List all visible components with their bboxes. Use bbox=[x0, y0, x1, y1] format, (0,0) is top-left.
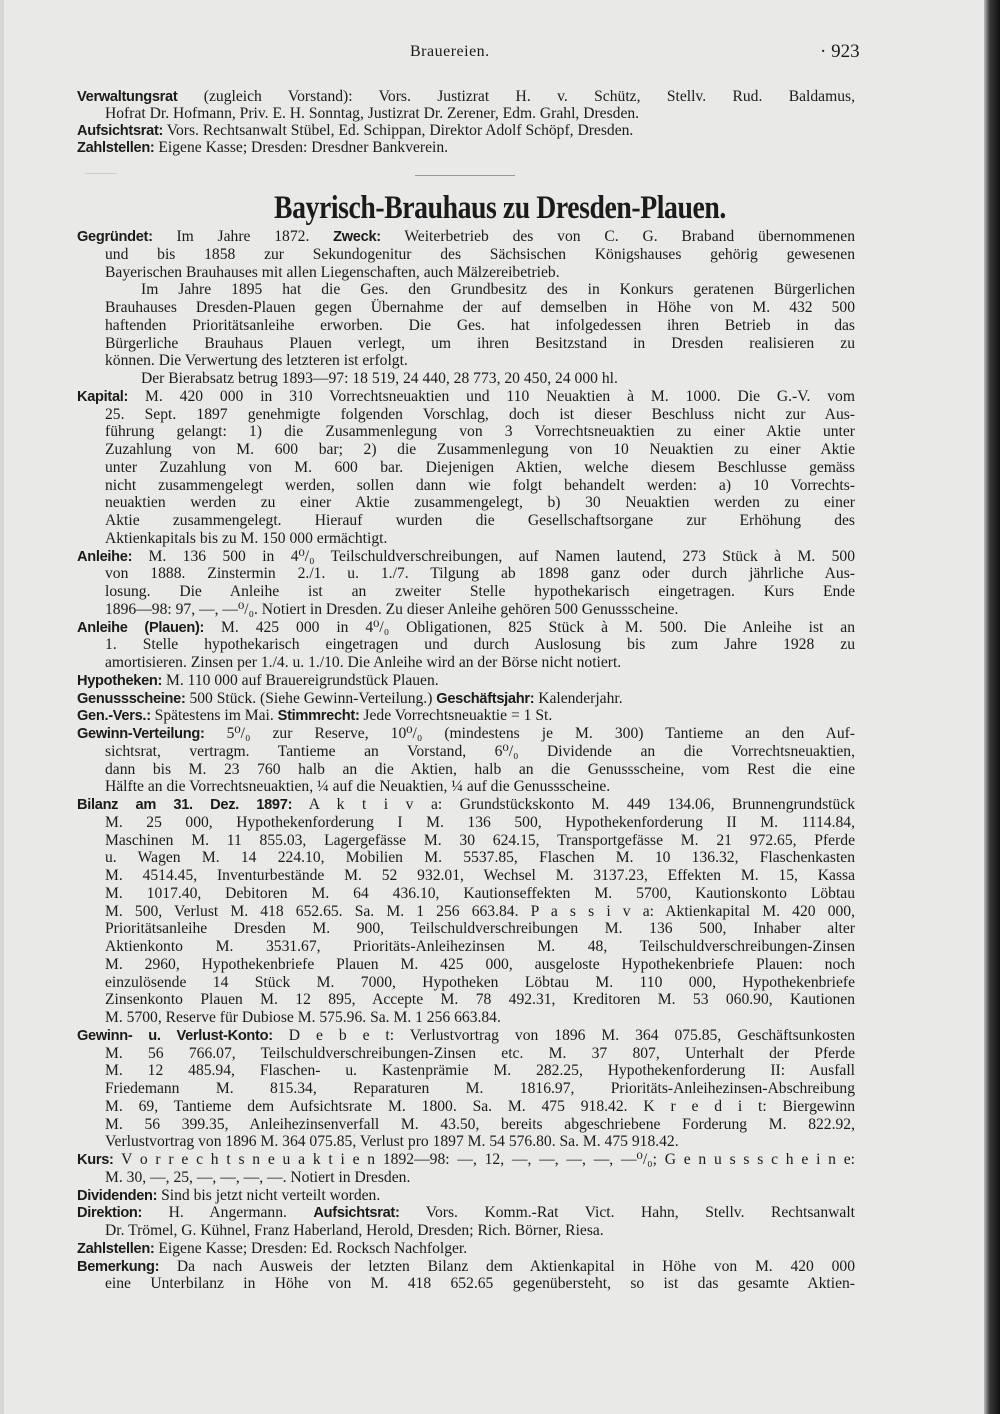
entry-text: Maschinen M. 11 855.03, Lagergefässe M. 30 624.15, Transportgefässe M. 21 972.65, Pferde bbox=[105, 831, 855, 849]
text-line bbox=[77, 867, 855, 885]
text-line bbox=[77, 1204, 855, 1222]
entry-label: Bemerkung: bbox=[77, 1258, 160, 1275]
text-line bbox=[77, 565, 855, 583]
entry-label: Zweck: bbox=[333, 229, 381, 245]
entry-text: haftenden Prioritätsanleihe erworben. Die Ges. hat infolgedessen ihren Betrieb in das bbox=[105, 316, 855, 334]
entry-block bbox=[77, 1187, 855, 1205]
text-line bbox=[77, 1098, 855, 1116]
entry-label: Geschäftsjahr: bbox=[436, 690, 535, 707]
entry-block bbox=[77, 139, 855, 156]
entry-label: Hypotheken: bbox=[77, 672, 163, 689]
entry-text: H. Angermann. bbox=[142, 1204, 314, 1222]
entry-text: Hälfte an die Vorrechtsneuaktien, ¼ auf die Neuaktien, ¼ auf die Genussscheine. bbox=[105, 778, 611, 796]
text-line bbox=[77, 1045, 855, 1063]
entry-text: M. 500, Verlust M. 418 652.65. Sa. M. 1 256 663.84. P a s s i v a: Aktienkapital M. 420 000, bbox=[105, 902, 855, 920]
entry-text: Aktienkonto M. 3531.67, Prioritäts-Anleihezinsen M. 48, Teilschuldverschreibungen-Zinsen bbox=[105, 938, 855, 955]
text-line bbox=[77, 441, 855, 459]
text-line bbox=[77, 335, 855, 353]
entry-label: Anleihe (Plauen): bbox=[77, 619, 205, 636]
entry-text: Spätestens im Mai. bbox=[150, 707, 278, 725]
entry-text: 500 Stück. (Siehe Gewinn-Verteilung.) bbox=[185, 689, 437, 707]
entry-label: Direktion: bbox=[77, 1205, 143, 1222]
entry-label: Bilanz am 31. Dez. 1897: bbox=[77, 797, 293, 813]
entry-block bbox=[77, 707, 855, 725]
entry-text: können. Die Verwertung des letzteren ist erfolgt. bbox=[105, 352, 408, 370]
entry-block bbox=[77, 690, 855, 708]
running-head-title: Brauereien. bbox=[410, 43, 490, 60]
entry-text: losung. Die Anleihe ist an zweiter Stelle hypothekarisch eingetragen. Kurs Ende bbox=[105, 583, 855, 600]
article-title-wrap bbox=[0, 190, 1000, 227]
entry-text: eine Unterbilanz in Höhe von M. 418 652.65 gegenübersteht, so ist das gesamte Aktien- bbox=[105, 1275, 855, 1293]
entry-label: Anleihe: bbox=[77, 548, 133, 565]
entry-text: A k t i v a: Grundstückskonto M. 449 134.06, Brunnengrundstück bbox=[292, 796, 855, 813]
entry-block bbox=[77, 1240, 855, 1258]
entry-text: von 1888. Zinstermin 2./1. u. 1./7. Tilgung ab 1898 ganz oder durch jährliche Aus- bbox=[105, 565, 855, 583]
text-line bbox=[77, 530, 855, 548]
text-line bbox=[77, 548, 855, 566]
entry-block bbox=[77, 672, 855, 690]
text-line bbox=[77, 1133, 855, 1151]
text-line bbox=[77, 1169, 855, 1187]
entry-block bbox=[77, 796, 855, 1027]
entry-text: M. 69, Tantieme dem Aufsichtsrate M. 1800. Sa. M. 475 918.42. K r e d i t: Biergewinn bbox=[105, 1097, 855, 1115]
text-line bbox=[77, 636, 855, 654]
entry-block bbox=[77, 725, 855, 796]
text-line bbox=[77, 423, 855, 441]
entry-text: Friedemann M. 815.34, Reparaturen M. 1816.97, Prioritäts-Anleihezinsen-Abschreibung bbox=[105, 1080, 855, 1097]
text-line bbox=[77, 743, 855, 761]
entry-text: u. Wagen M. 14 224.10, Mobilien M. 5537.85, Flaschen M. 10 136.32, Flaschenkasten bbox=[105, 849, 855, 867]
entry-text: und bis 1858 zur Sekundogenitur des Sächsischen Königshauses gehörig gewesenen bbox=[105, 245, 855, 263]
text-line bbox=[77, 477, 855, 495]
text-line bbox=[77, 281, 855, 299]
entry-text: unter Zuzahlung von M. 600 bar. Diejenigen Aktien, welche diesem Beschlusse gemäss bbox=[105, 458, 855, 476]
text-line bbox=[77, 885, 855, 903]
text-line bbox=[77, 88, 855, 105]
entry-text: Hofrat Dr. Hofmann, Priv. E. H. Sonntag, Justizrat Dr. Zerener, Edm. Grahl, Dresden. bbox=[105, 105, 640, 122]
entry-text: Zuzahlung von M. 600 bar; 2) die Zusammenlegung von 10 Neuaktien zu einer Aktie bbox=[105, 441, 855, 458]
entry-text: Kalenderjahr. bbox=[534, 689, 623, 707]
text-line bbox=[77, 991, 855, 1009]
text-line bbox=[77, 761, 855, 779]
entry-text: Da nach Ausweis der letzten Bilanz dem Aktienkapital in Höhe von M. 420 000 bbox=[159, 1257, 855, 1275]
text-line bbox=[77, 370, 855, 388]
entry-block bbox=[77, 122, 855, 139]
text-line bbox=[77, 264, 855, 282]
entry-text: Brauhauses Dresden-Plauen gegen Übernahme der auf demselben in Höhe von M. 432 500 bbox=[105, 299, 855, 316]
running-head bbox=[0, 43, 1000, 65]
entry-text: M. 420 000 in 310 Vorrechtsneuaktien und 110 Neuaktien à M. 1000. Die G.-V. vom bbox=[128, 387, 855, 405]
entry-text: M. 56 399.35, Anleihezinsenverfall M. 43.50, bereits abgeschriebene Forderung M. 822.92, bbox=[105, 1115, 855, 1133]
entry-text: 25. Sept. 1897 genehmigte folgenden Vorschlag, doch ist dieser Beschluss nicht zur Aus- bbox=[105, 405, 855, 423]
entry-block bbox=[77, 1258, 855, 1294]
entry-label: Kurs: bbox=[77, 1152, 114, 1168]
text-line bbox=[77, 601, 855, 619]
entry-block bbox=[77, 619, 855, 672]
text-line bbox=[77, 974, 855, 992]
entry-block bbox=[77, 228, 855, 388]
entry-block bbox=[77, 1204, 855, 1240]
text-line bbox=[77, 352, 855, 370]
entry-text: nicht zusammengelegt werden, sollen dann wie folgt behandelt werden: a) 10 Vorrechts- bbox=[105, 476, 855, 494]
entry-label: Gegründet: bbox=[77, 229, 153, 245]
entry-text: Aktie zusammengelegt. Hierauf wurden die Gesellschaftsorgane zur Erhöhung des bbox=[105, 512, 855, 529]
entry-text: M. 5700, Reserve für Dubiose M. 575.96. Sa. M. 1 256 663.84. bbox=[105, 1009, 501, 1026]
entry-text: Im Jahre 1895 hat die Ges. den Grundbesitz des in Konkurs geratenen Bürgerlichen bbox=[141, 281, 855, 299]
entry-text: Bürgerliche Brauhaus Plauen verlegt, um ihren Besitzstand in Dresden realisieren zu bbox=[105, 334, 855, 352]
text-line bbox=[77, 1027, 855, 1045]
entry-text: 1896—98: 97, —, —⁰/₀. Notiert in Dresden. Zu dieser Anleihe gehören 500 Genussscheine. bbox=[105, 600, 679, 618]
text-line bbox=[77, 814, 855, 832]
text-line bbox=[77, 317, 855, 335]
text-line bbox=[77, 938, 855, 956]
entry-label: Gewinn-Verteilung: bbox=[77, 726, 205, 742]
text-line bbox=[77, 1116, 855, 1134]
entry-text: M. 56 766.07, Teilschuldverschreibungen-Zinsen etc. M. 37 807, Unterhalt der Pferde bbox=[105, 1044, 855, 1062]
text-line bbox=[77, 299, 855, 317]
entry-text: Verlustvortrag von 1896 M. 364 075.85, Verlust pro 1897 M. 54 576.80. Sa. M. 475 918.42. bbox=[105, 1133, 679, 1151]
text-line bbox=[77, 388, 855, 406]
text-line bbox=[77, 690, 855, 708]
entry-text: M. 4514.45, Inventurbestände M. 52 932.01, Wechsel M. 3137.23, Effekten M. 15, Kassa bbox=[105, 867, 855, 884]
entry-text: (zugleich Vorstand): Vors. Justizrat H. v. Schütz, Stellv. Rud. Baldamus, bbox=[177, 88, 855, 105]
text-line bbox=[77, 796, 855, 814]
entry-block bbox=[77, 1151, 855, 1187]
entry-label: Kapital: bbox=[77, 388, 129, 405]
text-line bbox=[77, 406, 855, 424]
text-line bbox=[77, 228, 855, 246]
text-line bbox=[77, 672, 855, 690]
entry-text: M. 136 500 in 4⁰/₀ Teilschuldverschreibungen, auf Namen lautend, 273 Stück à M. 500 bbox=[132, 547, 855, 565]
entry-text: V o r r e c h t s n e u a k t i e n 1892—98: —, 12, —, —, —, —, —⁰/₀; G e n u s s s c h e i n e: bbox=[113, 1151, 855, 1168]
entry-text: neuaktien werden zu einer Aktie zusammengelegt, b) 30 Neuaktien werden zu einer bbox=[105, 494, 855, 512]
entry-label: Gewinn- u. Verlust-Konto: bbox=[77, 1027, 273, 1044]
text-line bbox=[77, 494, 855, 512]
entry-text: M. 425 000 in 4⁰/₀ Obligationen, 825 Stück à M. 500. Die Anleihe ist an bbox=[204, 618, 855, 636]
entry-text: führung gelangt: 1) die Zusammenlegung von 3 Vorrechtsneuaktien zu einer Aktie unter bbox=[105, 423, 855, 441]
entry-block bbox=[77, 388, 855, 548]
text-line bbox=[77, 725, 855, 743]
entry-text: Zinsenkonto Plauen M. 12 895, Accepte M. 78 492.31, Kreditoren M. 53 060.90, Kautionen bbox=[105, 991, 855, 1009]
page-number: · 923 bbox=[820, 41, 860, 62]
text-line bbox=[77, 1187, 855, 1205]
entry-text: Bayerischen Brauhauses mit allen Liegenschaften, auch Mälzereibetrieb. bbox=[105, 263, 560, 281]
text-line bbox=[77, 1062, 855, 1080]
entry-label: Zahlstellen: bbox=[77, 1240, 155, 1257]
entry-text: Eigene Kasse; Dresden: Dresdner Bankverein. bbox=[154, 139, 449, 156]
text-line bbox=[77, 849, 855, 867]
text-line bbox=[77, 654, 855, 672]
entry-text: M. 2960, Hypothekenbriefe Plauen M. 425 000, ausgeloste Hypothekenbriefe Plauen: noch bbox=[105, 955, 855, 973]
section-divider bbox=[415, 175, 515, 176]
text-line bbox=[77, 619, 855, 637]
entry-text: einzulösende 14 Stück M. 7000, Hypotheken Löbtau M. 110 000, Hypothekenbriefe bbox=[105, 973, 855, 991]
entry-text: Vors. Rechtsanwalt Stübel, Ed. Schippan, Direktor Adolf Schöpf, Dresden. bbox=[163, 122, 634, 139]
entry-text: dann bis M. 23 760 halb an die Aktien, halb an die Genussscheine, vom Rest die eine bbox=[105, 760, 855, 778]
entry-text: 5⁰/₀ zur Reserve, 10⁰/₀ (mindestens je M. 300) Tantieme an den Auf- bbox=[204, 725, 855, 742]
entry-label: Dividenden: bbox=[77, 1187, 158, 1204]
entry-text: D e b e t: Verlustvortrag von 1896 M. 364 075.85, Geschäftsunkosten bbox=[272, 1026, 855, 1044]
entry-text: amortisieren. Zinsen per 1./4. u. 1./10. Die Anleihe wird an der Börse nicht notiert. bbox=[105, 654, 622, 671]
entry-text: M. 12 485.94, Flaschen- u. Kastenprämie M. 282.25, Hypothekenforderung II: Ausfall bbox=[105, 1062, 855, 1080]
text-line bbox=[77, 1275, 855, 1293]
entry-label: Verwaltungsrat bbox=[77, 89, 178, 105]
entry-block bbox=[77, 548, 855, 619]
entry-text: Sind bis jetzt nicht verteilt worden. bbox=[157, 1186, 381, 1204]
text-line bbox=[77, 920, 855, 938]
text-line bbox=[77, 707, 855, 725]
text-line bbox=[77, 1151, 855, 1169]
text-line bbox=[77, 1240, 855, 1258]
text-line bbox=[77, 105, 855, 122]
entry-block bbox=[77, 88, 855, 122]
entry-label: Aufsichtsrat: bbox=[313, 1205, 400, 1222]
entry-text: Der Bierabsatz betrug 1893—97: 18 519, 24 440, 28 773, 20 450, 24 000 hl. bbox=[141, 370, 618, 387]
entry-text: M. 30, —, 25, —, —, —, —. Notiert in Dresden. bbox=[105, 1168, 411, 1186]
entry-text: Weiterbetrieb des von C. G. Braband übernommenen bbox=[380, 228, 856, 245]
entry-text: Prioritätsanleihe Dresden M. 900, Teilschuldverschreibungen M. 136 500, Inhaber alter bbox=[105, 920, 855, 938]
text-line bbox=[77, 832, 855, 850]
entry-text: Aktienkapitals bis zu M. 150 000 ermächtigt. bbox=[105, 529, 388, 547]
entry-label: Stimmrecht: bbox=[277, 708, 360, 725]
text-line bbox=[77, 122, 855, 139]
text-line bbox=[77, 956, 855, 974]
entry-text: M. 110 000 auf Brauereigrundstück Plauen. bbox=[162, 671, 439, 689]
text-line bbox=[77, 1222, 855, 1240]
text-line bbox=[77, 512, 855, 530]
text-line bbox=[77, 903, 855, 921]
entry-text: M. 25 000, Hypothekenforderung I M. 136 500, Hypothekenforderung II M. 1114.84, bbox=[105, 813, 855, 831]
entry-label: Zahlstellen: bbox=[77, 140, 155, 156]
text-line bbox=[77, 459, 855, 477]
entry-text: Im Jahre 1872. bbox=[152, 228, 334, 245]
text-line bbox=[77, 246, 855, 264]
entry-text: 1. Stelle hypothekarisch eingetragen und durch Auslosung bis zum Jahre 1928 zu bbox=[105, 636, 855, 654]
text-line bbox=[77, 778, 855, 796]
text-line bbox=[77, 1009, 855, 1027]
entry-text: Dr. Trömel, G. Kühnel, Franz Haberland, Herold, Dresden; Rich. Börner, Riesa. bbox=[105, 1222, 604, 1239]
entry-label: Genussscheine: bbox=[77, 690, 186, 707]
text-line bbox=[77, 583, 855, 601]
entry-label: Gen.-Vers.: bbox=[77, 708, 151, 725]
entry-text: Jede Vorrechtsneuaktie = 1 St. bbox=[359, 707, 553, 725]
text-line bbox=[77, 139, 855, 156]
previous-entry-tail bbox=[77, 88, 855, 156]
entry-text: Eigene Kasse; Dresden: Ed. Rocksch Nachfolger. bbox=[154, 1239, 468, 1257]
entry-text: Vors. Komm.-Rat Vict. Hahn, Stellv. Rechtsanwalt bbox=[399, 1204, 855, 1222]
article-title: Bayrisch-Brauhaus zu Dresden-Plauen. bbox=[274, 190, 726, 226]
entry-text: M. 1017.40, Debitoren M. 64 436.10, Kautionseffekten M. 5700, Kautionskonto Löbtau bbox=[105, 884, 855, 902]
entry-label: Aufsichtsrat: bbox=[77, 123, 164, 139]
text-line bbox=[77, 1080, 855, 1098]
text-line bbox=[77, 1258, 855, 1276]
entry-text: sichtsrat, vertragm. Tantieme an Vorstand, 6⁰/₀ Dividende an die Vorrechtsneuaktien, bbox=[105, 742, 855, 760]
entry-block bbox=[77, 1027, 855, 1151]
article-body bbox=[77, 228, 855, 1293]
divider-mark bbox=[85, 173, 117, 174]
